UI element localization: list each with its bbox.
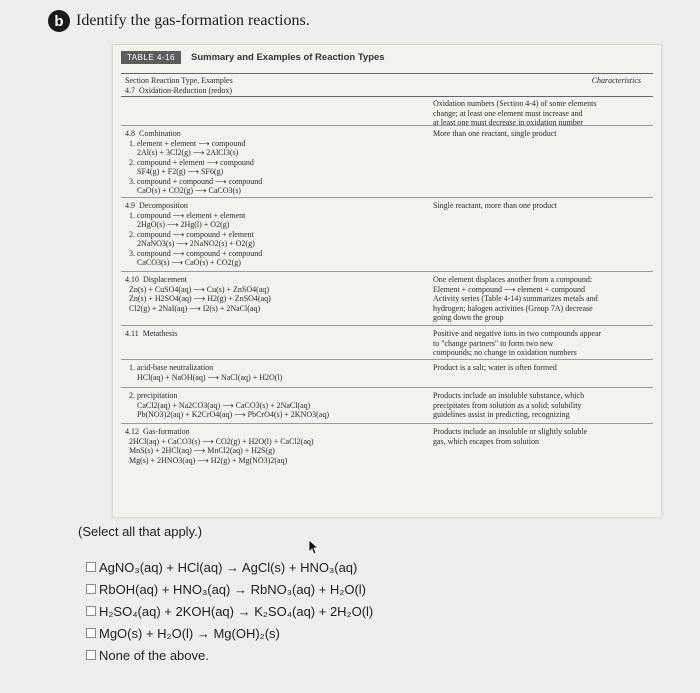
row-reaction-cell: 4.9 Decomposition 1. compound ⟶ element + element 2HgO(s) ⟶ 2Hg(l) + O2(g) 2. compound ⟶ compound + element 2NaNO3(s) ⟶ 2NaNO2(s) + O2(g) 3. compound ⟶ compound + compound CaCO3(s) ⟶ CaO(s) + CO2(g): [125, 201, 263, 267]
mouse-cursor-icon: [308, 539, 318, 555]
table-row: [121, 127, 653, 198]
table-row: [121, 361, 653, 388]
option-label: AgNO₃(aq) + HCl(aq) → AgCl(s) + HNO₃(aq): [99, 559, 358, 575]
row-characteristics-cell: Products include an insoluble substance, which precipitates from solution as a solid; solubility guidelines assist in predicting, recognizing: [433, 391, 585, 419]
table-row: [121, 199, 653, 272]
row-characteristics-cell: More than one reactant, single product: [433, 129, 557, 138]
row-characteristics-cell: Positive and negative ions in two compounds appear to "change partners" to form two new compounds; no change in oxidation numbers: [433, 329, 602, 357]
row-characteristics-cell: Oxidation numbers (Section 4-4) of some elements change; at least one element must increase and at least one must decrease in oxidation number: [433, 99, 597, 127]
answer-option-h2so4-koh[interactable]: [86, 600, 373, 622]
answer-option-rboh-hno3[interactable]: [86, 578, 373, 600]
option-label: None of the above.: [99, 647, 209, 663]
reaction-types-table-image: [112, 44, 662, 518]
table-row: [121, 425, 653, 469]
select-instruction: (Select all that apply.): [78, 524, 203, 539]
option-checkbox[interactable]: [86, 628, 96, 638]
row-reaction-cell: 1. acid-base neutralization HCl(aq) + NaOH(aq) ⟶ NaCl(aq) + H2O(l): [129, 363, 283, 382]
table-row: [121, 327, 653, 360]
option-label: RbOH(aq) + HNO₃(aq) → RbNO₃(aq) + H₂O(l): [99, 581, 367, 597]
column-header-left: Section Reaction Type, Examples 4.7 Oxidation-Reduction (redox): [125, 76, 233, 95]
question-header: [48, 10, 310, 32]
option-label: MgO(s) + H₂O(l) → Mg(OH)₂(s): [99, 625, 280, 641]
row-reaction-cell: 4.11 Metathesis: [125, 329, 178, 338]
answer-option-none[interactable]: [86, 644, 373, 666]
row-characteristics-cell: Products include an insoluble or slightly soluble gas, which escapes from solution: [433, 427, 588, 446]
option-label: H₂SO₄(aq) + 2KOH(aq) → K₂SO₄(aq) + 2H₂O(l): [99, 603, 374, 619]
option-checkbox[interactable]: [86, 562, 96, 572]
part-badge: b: [48, 10, 70, 32]
answer-option-mgo-h2o[interactable]: [86, 622, 373, 644]
row-reaction-cell: 4.10 Displacement Zn(s) + CuSO4(aq) ⟶ Cu(s) + ZnSO4(aq) Zn(s) + H2SO4(aq) ⟶ H2(g) + ZnSO4(aq) Cl2(g) + 2NaI(aq) ⟶ I2(s) + 2NaCl(aq): [125, 275, 271, 313]
table-row: [121, 389, 653, 424]
table-header: [121, 51, 385, 64]
row-reaction-cell: 4.12 Gas-formation 2HCl(aq) + CaCO3(s) ⟶ CO2(g) + H2O(l) + CaCl2(aq) MnS(s) + 2HCl(aq) ⟶ MnCl2(aq) + H2S(g) Mg(s) + 2HNO3(aq) ⟶ H2(g) + Mg(NO3)2(aq): [125, 427, 314, 465]
row-reaction-cell: 2. precipitation CaCl2(aq) + Na2CO3(aq) ⟶ CaCO3(s) + 2NaCl(aq) Pb(NO3)2(aq) + K2CrO4(aq) ⟶ PbCrO4(s) + 2KNO3(aq): [129, 391, 330, 419]
question-title: Identify the gas-formation reactions.: [76, 12, 310, 29]
option-checkbox[interactable]: [86, 650, 96, 660]
table-column-headers: [121, 73, 653, 97]
row-characteristics-cell: One element displaces another from a compound: Element + compound ⟶ element + compound Activity series (Table 4-14) summarizes metals and hydrogen; halogen activities (Group 7A) decrease going down the group: [433, 275, 598, 322]
table-title: Summary and Examples of Reaction Types: [190, 52, 385, 63]
row-characteristics-cell: Single reactant, more than one product: [433, 201, 557, 210]
table-row: [121, 273, 653, 326]
option-checkbox[interactable]: [86, 584, 96, 594]
row-characteristics-cell: Product is a salt; water is often formed: [433, 363, 557, 372]
option-checkbox[interactable]: [86, 606, 96, 616]
row-reaction-cell: 4.8 Combination 1. element + element ⟶ compound 2Al(s) + 3Cl2(g) ⟶ 2AlCl3(s) 2. compound + element ⟶ compound SF4(g) + F2(g) ⟶ SF6(g) 3. compound + compound ⟶ compound CaO(s) + CO2(g) ⟶ CaCO3(s): [125, 129, 263, 195]
answer-option-agno3-hcl[interactable]: [86, 556, 373, 578]
table-row: [121, 97, 653, 126]
table-number: TABLE 4-16: [121, 51, 181, 64]
column-header-right: Characteristics: [591, 76, 641, 85]
answer-options: [86, 556, 373, 666]
